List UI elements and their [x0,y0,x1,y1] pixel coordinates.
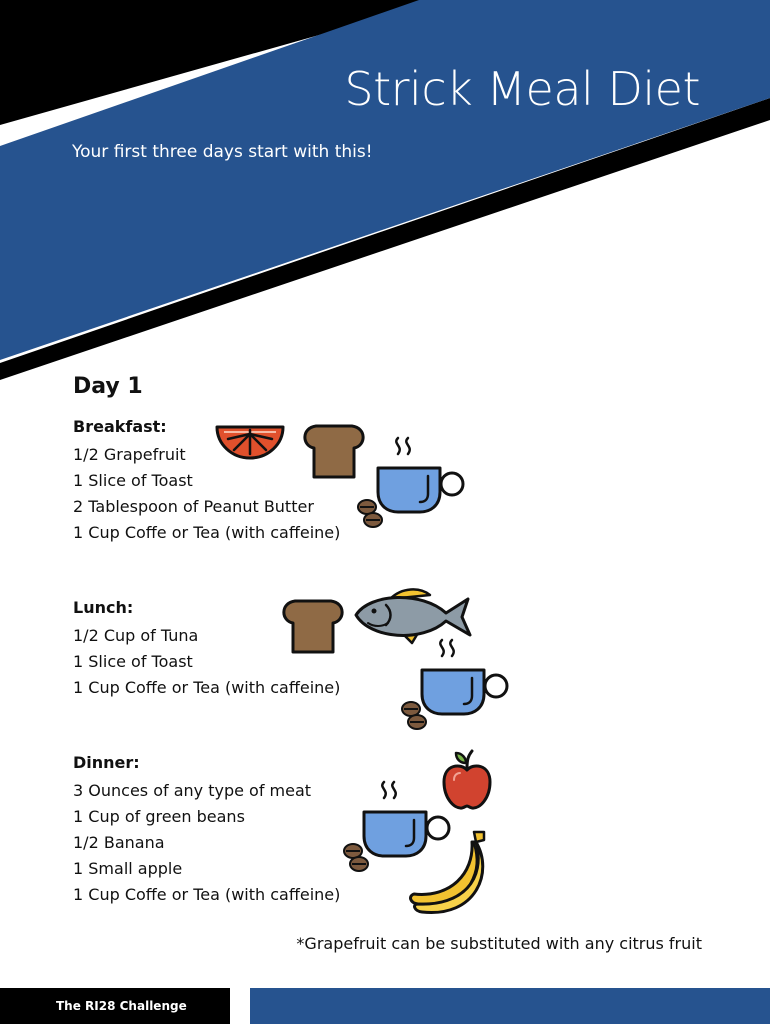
coffee-bean-icon [398,698,432,732]
list-item: 1/2 Cup of Tuna [73,626,199,645]
grapefruit-icon [214,424,286,462]
footer-brand: The RI28 Challenge [56,999,187,1013]
day-title: Day 1 [73,374,143,399]
meal-heading: Lunch: [73,598,134,617]
list-item: 1 Cup Coffe or Tea (with caffeine) [73,678,341,697]
list-item: 1 Cup Coffe or Tea (with caffeine) [73,885,341,904]
list-item: 1 Slice of Toast [73,652,193,671]
banana-icon [404,828,496,918]
meal-item-list [73,778,340,908]
apple-icon [440,748,494,812]
list-item: 3 Ounces of any type of meat [73,781,312,800]
page-title: Strick Meal Diet [344,62,700,116]
footer-brand-bar [0,988,230,1024]
footer-accent-bar [250,988,770,1024]
list-item: 1 Cup Coffe or Tea (with caffeine) [73,523,341,542]
list-item: 1/2 Banana [73,833,165,852]
meal-heading: Dinner: [73,753,140,772]
meal-heading: Breakfast: [73,417,167,436]
list-item: 2 Tablespoon of Peanut Butter [73,497,314,516]
coffee-bean-icon [354,496,388,530]
footnote: *Grapefruit can be substituted with any citrus fruit [296,934,702,953]
toast-icon [279,597,347,655]
toast-icon [300,422,368,480]
meal-dinner [73,752,340,908]
page-subtitle: Your first three days start with this! [72,142,373,162]
coffee-bean-icon [340,840,374,874]
list-item: 1 Cup of green beans [73,807,245,826]
list-item: 1/2 Grapefruit [73,445,186,464]
header-banner [0,0,770,380]
list-item: 1 Slice of Toast [73,471,193,490]
list-item: 1 Small apple [73,859,183,878]
